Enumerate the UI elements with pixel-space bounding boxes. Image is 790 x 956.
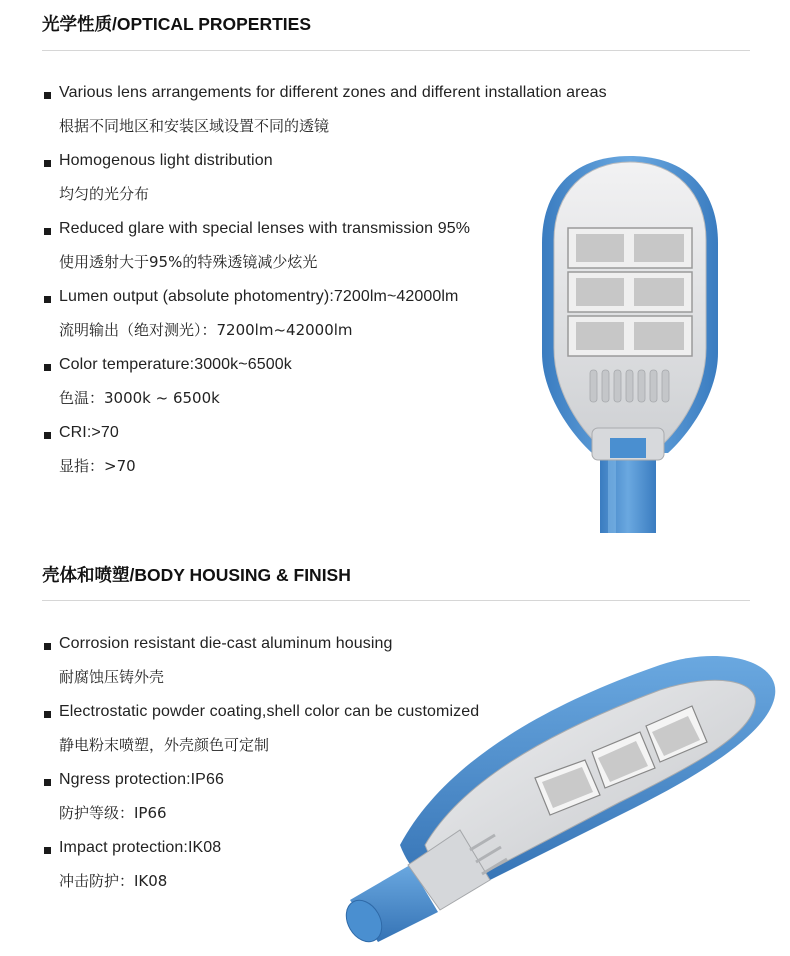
bullet-text-zh: 流明输出（绝对测光）：7200lm~42000lm <box>59 321 353 339</box>
bullet-text-en: CRI:>70 <box>59 424 119 441</box>
section-divider <box>42 50 750 51</box>
bullet-text-en: Reduced glare with special lenses with transmission 95% <box>59 220 471 237</box>
bullet-square-icon <box>44 779 51 786</box>
section-title-housing: 壳体和喷塑/BODY HOUSING & FINISH <box>42 565 351 585</box>
bullet-square-icon <box>44 711 51 718</box>
bullet-square-icon <box>44 847 51 854</box>
street-lamp-front-view-image <box>530 148 730 533</box>
section-divider <box>42 600 750 601</box>
bullet-square-icon <box>44 160 51 167</box>
bullet-text-en: Lumen output (absolute photomentry):7200lm~42000lm <box>59 288 459 305</box>
bullet-text-en: Color temperature:3000k~6500k <box>59 356 292 373</box>
bullet-text-zh: 显指：>70 <box>59 457 136 475</box>
section-title-optical: 光学性质/OPTICAL PROPERTIES <box>42 14 312 34</box>
bullet-text-zh: 冲击防护：IK08 <box>59 872 168 890</box>
bullet-text-en: Ngress protection:IP66 <box>59 771 224 788</box>
bullet-square-icon <box>44 228 51 235</box>
bullet-text-en: Homogenous light distribution <box>59 152 273 169</box>
bullet-square-icon <box>44 296 51 303</box>
bullet-square-icon <box>44 364 51 371</box>
bullet-text-zh: 均匀的光分布 <box>59 185 150 203</box>
bullet-square-icon <box>44 432 51 439</box>
bullet-text-en: Impact protection:IK08 <box>59 839 222 856</box>
bullet-text-zh: 根据不同地区和安装区域设置不同的透镜 <box>59 117 330 135</box>
bullet-text-zh: 使用透射大于95%的特殊透镜减少炫光 <box>59 253 318 271</box>
bullet-square-icon <box>44 92 51 99</box>
bullet-text-en: Electrostatic powder coating,shell color can be customized <box>59 703 480 720</box>
bullet-square-icon <box>44 643 51 650</box>
bullet-text-en: Various lens arrangements for different zones and different installation areas <box>59 84 607 101</box>
street-lamp-angled-view-image <box>330 650 780 946</box>
bullet-text-en: Corrosion resistant die-cast aluminum housing <box>59 635 393 652</box>
bullet-text-zh: 耐腐蚀压铸外壳 <box>59 668 165 686</box>
bullet-text-zh: 静电粉末喷塑，外壳颜色可定制 <box>59 736 270 754</box>
bullet-text-zh: 色温：3000k ~ 6500k <box>59 389 220 407</box>
bullet-text-zh: 防护等级：IP66 <box>59 804 167 822</box>
